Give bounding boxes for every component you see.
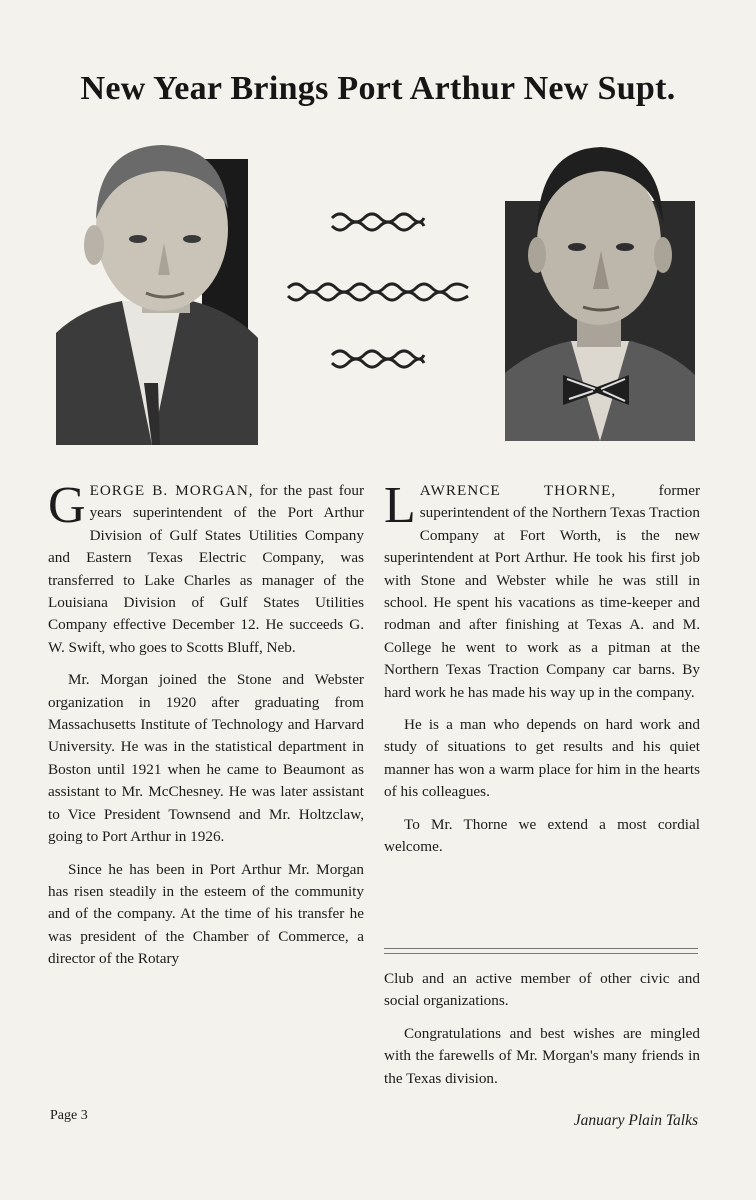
- thorne-lead: AWRENCE THORNE,: [419, 482, 617, 499]
- thorne-dropcap: L: [384, 477, 416, 534]
- portrait-thorne: [505, 143, 695, 441]
- morgan-article: [48, 477, 365, 981]
- morgan-lead: EORGE B. MORGAN,: [89, 482, 254, 499]
- morgan-article-continued: [384, 968, 700, 1100]
- page-number: Page 3: [50, 1108, 88, 1123]
- thorne-article: [384, 477, 701, 869]
- morgan-p1-text: for the past four years superintendent of the Port Arthur Division of Gulf States Utilities Company and Eastern Texas Electric Company, was transferred to Lake Charles as manager of the Louisiana Division of Gulf States Utilities Company effective December 12. He succeeds G. W. Swift, who goes to Scotts Bluff, Neb.: [48, 482, 365, 656]
- section-divider: [384, 948, 698, 954]
- headline: New Year Brings Port Arthur New Supt.: [80, 70, 676, 107]
- morgan-paragraph-2: Mr. Morgan joined the Stone and Webster organization in 1920 after graduating from Massachusetts Institute of Technology and Harvard University. He was in the statistical department in Boston until 1921 when he came to Beaumont as assistant to Mr. McChesney. He was later assistant to Vice President Townsend and Mr. Holtzclaw, going to Port Arthur in 1926.: [48, 671, 364, 846]
- portrait-morgan: [52, 133, 258, 445]
- morgan-paragraph-4: Congratulations and best wishes are mingled with the farewells of Mr. Morgan's many friends in the Texas division.: [384, 1024, 700, 1087]
- thorne-paragraph-1: [384, 477, 701, 704]
- wave-ornament-icon: [286, 280, 470, 304]
- publication-name: January Plain Talks: [573, 1112, 698, 1129]
- morgan-paragraph-3-continued: Club and an active member of other civic and social organizations.: [384, 970, 700, 1010]
- morgan-paragraph-1: [48, 477, 365, 659]
- thorne-paragraph-2: He is a man who depends on hard work and study of situations to get results and his quiet manner has won a warm place for him in the hearts of his colleagues.: [384, 716, 700, 801]
- morgan-paragraph-3: Since he has been in Port Arthur Mr. Morgan has risen steadily in the esteem of the community and of the company. At the time of his transfer he was president of the Chamber of Commerce, a director of the Rotary: [48, 860, 364, 968]
- wave-ornament-icon: [330, 210, 426, 234]
- thorne-p1-text: former superintendent of the Northern Texas Traction Company at Fort Worth, is the new superintendent at Port Arthur. He took his first job with Stone and Webster while he was still in school. He spent his vacations as time-keeper and rodman and after finishing at Texas A. and M. College he went to work as a pitman at the Northern Texas Traction Company car barns. By hard work he has made his way up in the company.: [384, 482, 701, 701]
- wave-ornament-icon: [330, 347, 426, 371]
- morgan-dropcap: G: [48, 477, 86, 534]
- thorne-paragraph-3: To Mr. Thorne we extend a most cordial welcome.: [384, 815, 700, 856]
